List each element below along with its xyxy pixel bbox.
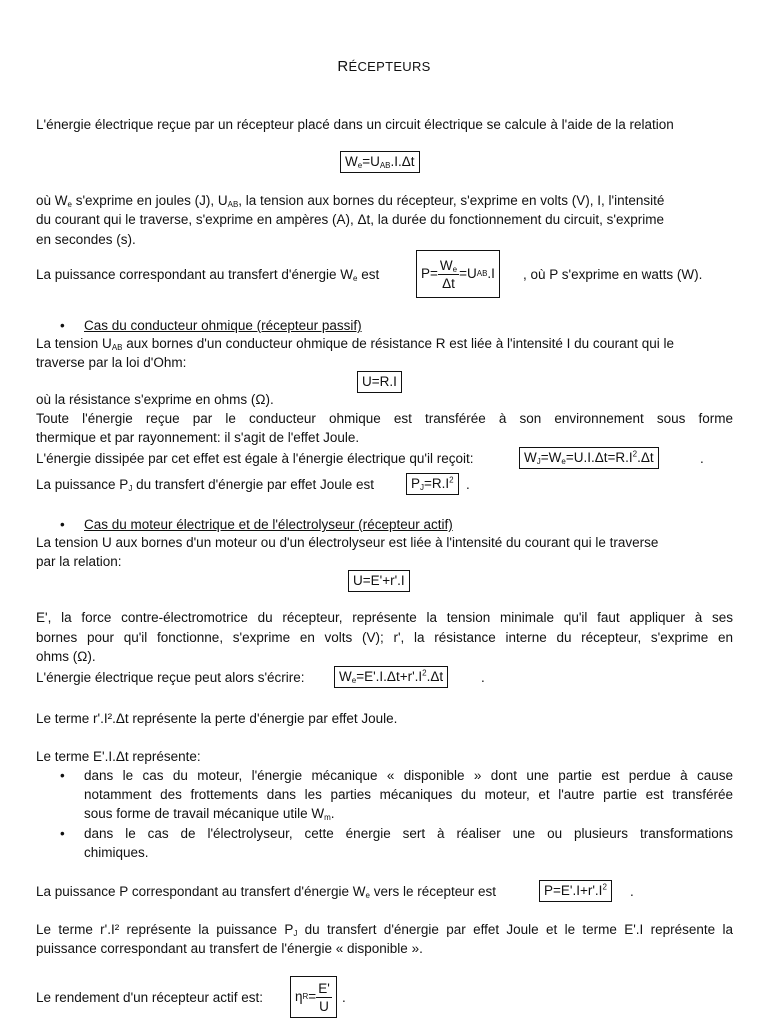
bullet-motor-line-2: notamment des frottements dans les parties mécaniques du moteur, et l'autre partie est transférée [84,787,733,802]
dot: . [481,670,485,685]
definition-line-3: en secondes (s). [36,232,136,247]
dot: . [466,477,470,492]
motor-line-1: La tension U aux bornes d'un moteur ou d'un électrolyseur est liée à l'intensité du courant qui le traverse [36,535,659,550]
motor-line-6: L'énergie électrique reçue peut alors s'écrire: [36,670,305,685]
definition-line-2: du courant qui le traverse, s'exprime en ampères (A), Δt, la durée du fonctionnement du circuit, s'exprime [36,212,664,227]
bullet-electrolyser-line-1: dans le cas de l'électrolyseur, cette énergie sert à réaliser une ou plusieurs transformations [84,826,733,841]
motor-line-5: ohms (Ω). [36,649,96,664]
ohm-line-4: Toute l'énergie reçue par le conducteur ohmique est transférée à son environnement sous forme [36,411,733,426]
dot: . [700,451,704,466]
ohm-line-7: La puissance $P_J$ du transfert d'énergie par effet Joule est [36,477,375,493]
section-ohmic-title: Cas du conducteur ohmique (récepteur passif) [84,318,362,333]
definition-line-1: où $W_e$ s'exprime en joules (J), $U_{AB}$, la tension aux bornes du récepteur, s'exprime en volts (V), I, l'intensité [36,193,665,209]
ohm-line-5: thermique et par rayonnement: il s'agit de l'effet Joule. [36,430,360,445]
ohm-line-2: traverse par la loi d'Ohm: [36,355,187,370]
bullet-motor-line-1: dans le cas du moteur, l'énergie mécanique « disponible » dont une partie est perdue à cause [84,768,733,783]
motor-line-2: par la relation: [36,554,122,569]
section-active-title: Cas du moteur électrique et de l'électrolyseur (récepteur actif) [84,517,453,532]
efficiency-formula: η R = $\frac{E'}{U}$ [290,976,337,1018]
ohm-law-formula: U=R.I [357,371,402,393]
motor-formula: U=E'+r'.I [348,570,410,592]
joule-power-formula: $P_J=R.I^2$ [406,473,459,495]
power-sentence-start: La puissance correspondant au transfert d'énergie $W_e$ est [36,267,380,283]
power-active-line: La puissance P correspondant au transfert d'énergie $W_e$ vers le récepteur est [36,884,497,900]
intro-text: L'énergie électrique reçue par un récepteur placé dans un circuit électrique se calcule à l'aide de la relation [36,117,674,132]
bullet-motor-line-3: sous forme de travail mécanique utile $W_m$. [84,806,335,822]
ohm-line-6: L'énergie dissipée par cet effet est égale à l'énergie électrique qu'il reçoit: [36,451,474,466]
power-terms-line-2: puissance correspondant au transfert de l'énergie « disponible ». [36,941,423,956]
active-power-formula: $P=E'.I+r'.I^2$ [539,880,612,902]
motor-line-8: Le terme E'.I.Δt représente: [36,749,201,764]
bullet-icon: • [60,768,65,783]
active-energy-formula: $W_e=E'.I.\Delta t+r'.I^2.\Delta t$ [334,666,448,688]
energy-formula: $W_e=U_{AB}.I.\Delta t$ [340,151,420,173]
bullet-icon: • [60,318,65,333]
motor-line-3: E', la force contre-électromotrice du récepteur, représente la tension minimale qu'il faut appliquer à ses [36,610,733,625]
power-sentence-end: , où P s'exprime en watts (W). [523,267,703,282]
bullet-electrolyser-line-2: chimiques. [84,845,149,860]
power-formula: P= $\frac{W_e}{\Delta t}$ =U AB .I [416,250,500,298]
ohm-line-1: La tension $U_{AB}$ aux bornes d'un conducteur ohmique de résistance R est liée à l'intensité I du courant qui le [36,336,674,352]
bullet-icon: • [60,826,65,841]
motor-line-4: bornes pour qu'il fonctionne, s'exprime en volts (V); r', la résistance interne du récepteur, s'exprime en [36,630,733,645]
joule-energy-formula: $W_J=W_e=U.I.\Delta t=R.I^2.\Delta t$ [519,447,659,469]
efficiency-line: Le rendement d'un récepteur actif est: [36,990,263,1005]
ohm-line-3: où la résistance s'exprime en ohms (Ω). [36,392,274,407]
page-title: RÉCEPTEURS [337,58,431,75]
bullet-icon: • [60,517,65,532]
motor-line-7: Le terme r'.I².Δt représente la perte d'énergie par effet Joule. [36,711,398,726]
dot: . [630,884,634,899]
power-terms-line-1: Le terme r'.I² représente la puissance $P_J$ du transfert d'énergie par effet Joule et le terme E'.I représente la [36,922,733,938]
dot: . [342,990,346,1005]
